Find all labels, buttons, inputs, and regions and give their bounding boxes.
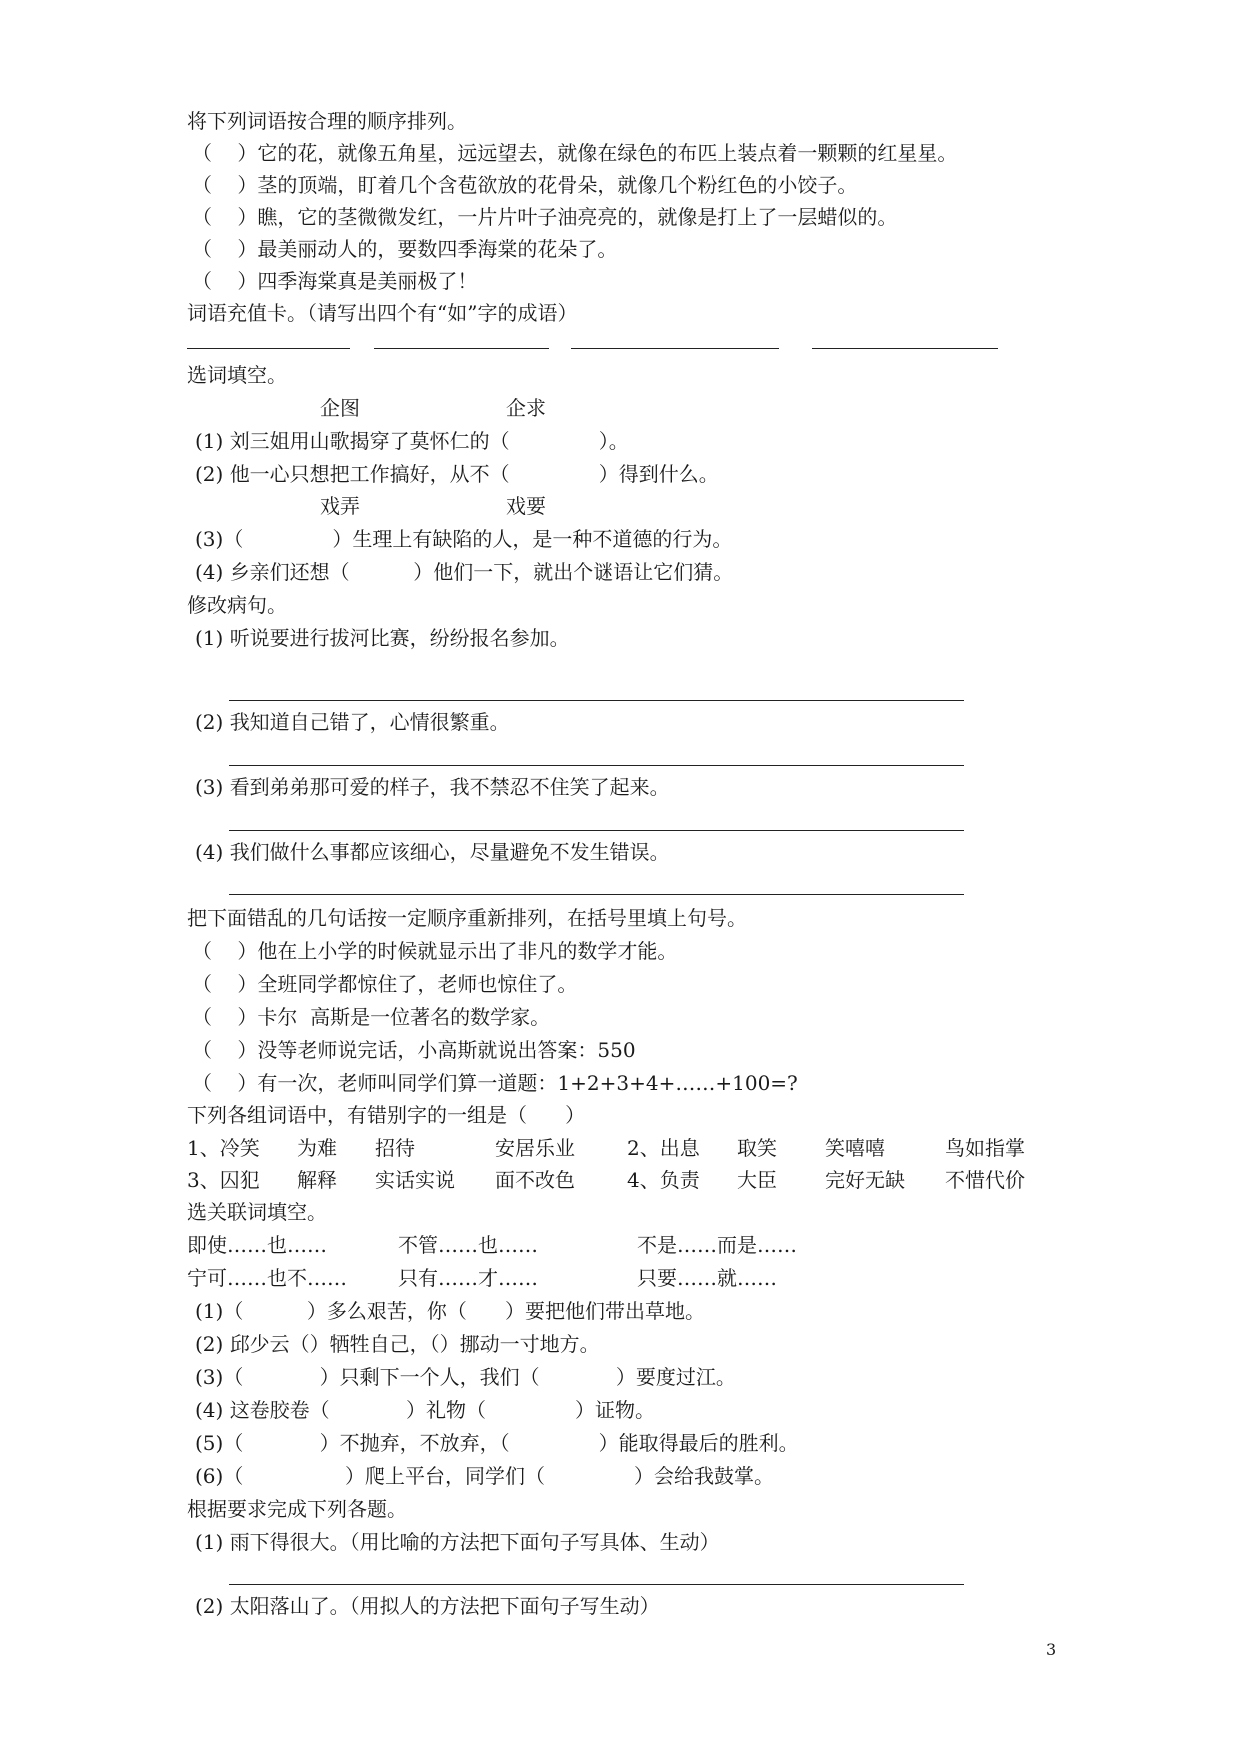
list-item: (2) 他一心只想把工作搞好，从不（ ）得到什么。 [195,462,719,486]
section-title-fix-sentences: 修改病句。 [187,593,287,617]
word-option: 不管……也…… [398,1233,538,1257]
word-option: 戏弄 [320,494,360,518]
list-item: (4) 乡亲们还想（ ）他们一下，就出个谜语让它们猜。 [195,560,734,584]
word-cell: 大臣 [737,1168,777,1192]
word-cell: 安居乐业 [495,1136,575,1160]
word-option: 只要……就…… [637,1266,777,1290]
answer-line [229,1584,964,1585]
list-item: （ ）有一次，老师叫同学们算一道题：1+2+3+4+……+100=? [192,1071,798,1095]
word-cell: 4、负责 [627,1168,700,1192]
section-title-reorder: 把下面错乱的几句话按一定顺序重新排列，在括号里填上句号。 [187,906,747,930]
list-item: （ ）茎的顶端，盯着几个含苞欲放的花骨朵，就像几个粉红色的小饺子。 [192,173,858,197]
word-cell: 解释 [297,1168,337,1192]
word-cell: 招待 [375,1136,415,1160]
word-cell: 完好无缺 [825,1168,905,1192]
list-item: (3)（ ）只剩下一个人，我们（ ）要度过江。 [195,1365,736,1389]
list-item: （ ）它的花，就像五角星，远远望去，就像在绿色的布匹上装点着一颗颗的红星星。 [192,141,958,165]
list-item: （ ）四季海棠真是美丽极了！ [192,269,478,293]
list-item: （ ）全班同学都惊住了，老师也惊住了。 [192,972,578,996]
word-cell: 鸟如指掌 [945,1136,1025,1160]
list-item: (4) 这卷胶卷（ ）礼物（ ）证物。 [195,1398,655,1422]
list-item: (6)（ ）爬上平台，同学们（ ）会给我鼓掌。 [195,1464,775,1488]
word-cell: 为难 [297,1136,337,1160]
word-option: 只有……才…… [398,1266,538,1290]
list-item: (5)（ ）不抛弃，不放弃，（ ）能取得最后的胜利。 [195,1431,799,1455]
word-option: 企图 [320,396,360,420]
word-cell: 取笑 [737,1136,777,1160]
list-item: (2) 我知道自己错了，心情很繁重。 [195,710,510,734]
list-item: （ ）卡尔 高斯是一位著名的数学家。 [192,1005,551,1029]
list-item: (1)（ ）多么艰苦，你（ ）要把他们带出草地。 [195,1299,706,1323]
list-item: (3) 看到弟弟那可爱的样子，我不禁忍不住笑了起来。 [195,775,670,799]
list-item: (2) 邱少云（）牺牲自己，（）挪动一寸地方。 [195,1332,600,1356]
word-option: 即使……也…… [187,1233,327,1257]
list-item: (1) 听说要进行拔河比赛，纷纷报名参加。 [195,626,570,650]
list-item: （ ）瞧，它的茎微微发红，一片片叶子油亮亮的，就像是打上了一层蜡似的。 [192,205,898,229]
answer-line [812,348,998,349]
section-title-order-flowers: 将下列词语按合理的顺序排列。 [187,109,467,133]
answer-line [187,348,350,349]
list-item: (1) 刘三姐用山歌揭穿了莫怀仁的（ ）。 [195,429,629,453]
word-option: 企求 [506,396,546,420]
answer-line [229,894,964,895]
section-title-idioms: 词语充值卡。（请写出四个有“如”字的成语） [187,301,578,325]
section-title-rewrite: 根据要求完成下列各题。 [187,1497,407,1521]
answer-line [374,348,549,349]
list-item: (1) 雨下得很大。（用比喻的方法把下面句子写具体、生动） [195,1530,720,1554]
word-cell: 2、出息 [627,1136,700,1160]
list-item: （ ）他在上小学的时候就显示出了非凡的数学才能。 [192,939,678,963]
answer-line [229,830,964,831]
word-cell: 1、冷笑 [187,1136,260,1160]
list-item: (2) 太阳落山了。（用拟人的方法把下面句子写生动） [195,1594,660,1618]
answer-line [229,765,964,766]
section-title-typo-groups: 下列各组词语中，有错别字的一组是（ ） [187,1103,586,1127]
word-cell: 不惜代价 [945,1168,1025,1192]
word-cell: 面不改色 [495,1168,575,1192]
word-cell: 3、囚犯 [187,1168,260,1192]
list-item: （ ）最美丽动人的，要数四季海棠的花朵了。 [192,237,618,261]
answer-line [571,348,779,349]
word-option: 宁可……也不…… [187,1266,347,1290]
list-item: (3)（ ）生理上有缺陷的人，是一种不道德的行为。 [195,527,733,551]
section-title-conjunctions: 选关联词填空。 [187,1200,327,1224]
section-title-choose-word: 选词填空。 [187,363,287,387]
page-number: 3 [1046,1640,1057,1659]
word-cell: 实话实说 [375,1168,455,1192]
answer-line [229,700,964,701]
word-option: 不是……而是…… [637,1233,797,1257]
word-cell: 笑嘻嘻 [825,1136,885,1160]
list-item: (4) 我们做什么事都应该细心，尽量避免不发生错误。 [195,840,670,864]
word-option: 戏要 [506,494,546,518]
list-item: （ ）没等老师说完话，小高斯就说出答案：550 [192,1038,636,1062]
